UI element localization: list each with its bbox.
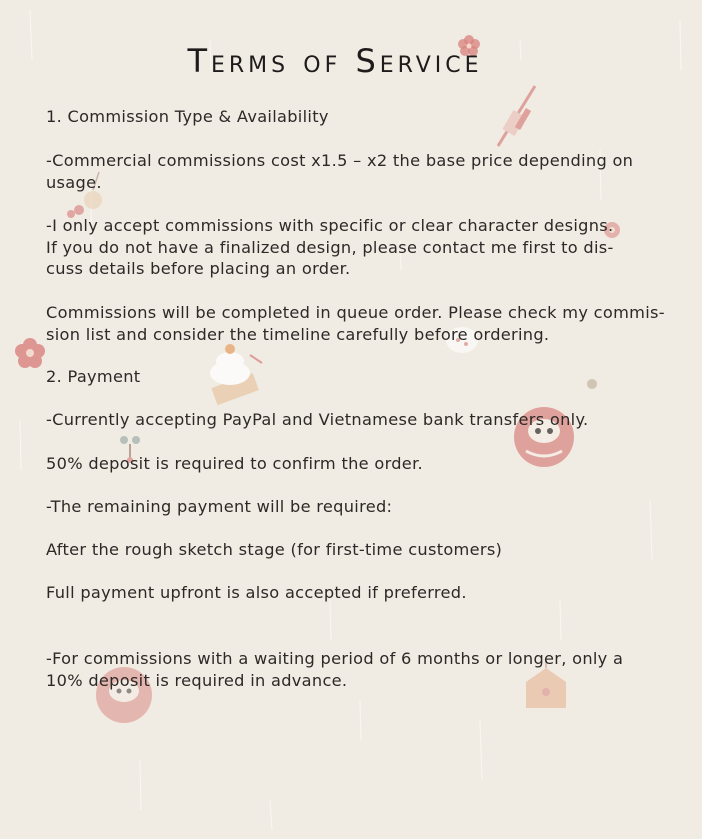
- section-1-heading: 1. Commission Type & Availability: [46, 107, 329, 126]
- remaining-payment-note: -The remaining payment will be required:: [46, 497, 393, 516]
- deposit-note: 50% deposit is required to confirm the order.: [46, 454, 423, 473]
- commercial-commission-note: -Commercial commissions cost x1.5 – x2 the base price depending on usage.: [46, 151, 634, 192]
- queue-order-note: Commissions will be completed in queue order. Please check my commis- sion list and consider the timeline carefully before ordering.: [46, 303, 665, 344]
- character-design-note: -I only accept commissions with specific or clear character designs. If you do not have a finalized design, please contact me first to dis- cuss details before placing an order.: [46, 216, 614, 278]
- payment-methods-note: -Currently accepting PayPal and Vietnamese bank transfers only.: [46, 410, 589, 429]
- rough-sketch-note: After the rough sketch stage (for first-time customers): [46, 540, 503, 559]
- section-2-heading: 2. Payment: [46, 367, 141, 386]
- waiting-period-note: -For commissions with a waiting period of 6 months or longer, only a 10% deposit is required in advance.: [46, 649, 624, 690]
- page-title: Terms of Service: [187, 42, 483, 80]
- full-payment-note: Full payment upfront is also accepted if preferred.: [46, 583, 467, 602]
